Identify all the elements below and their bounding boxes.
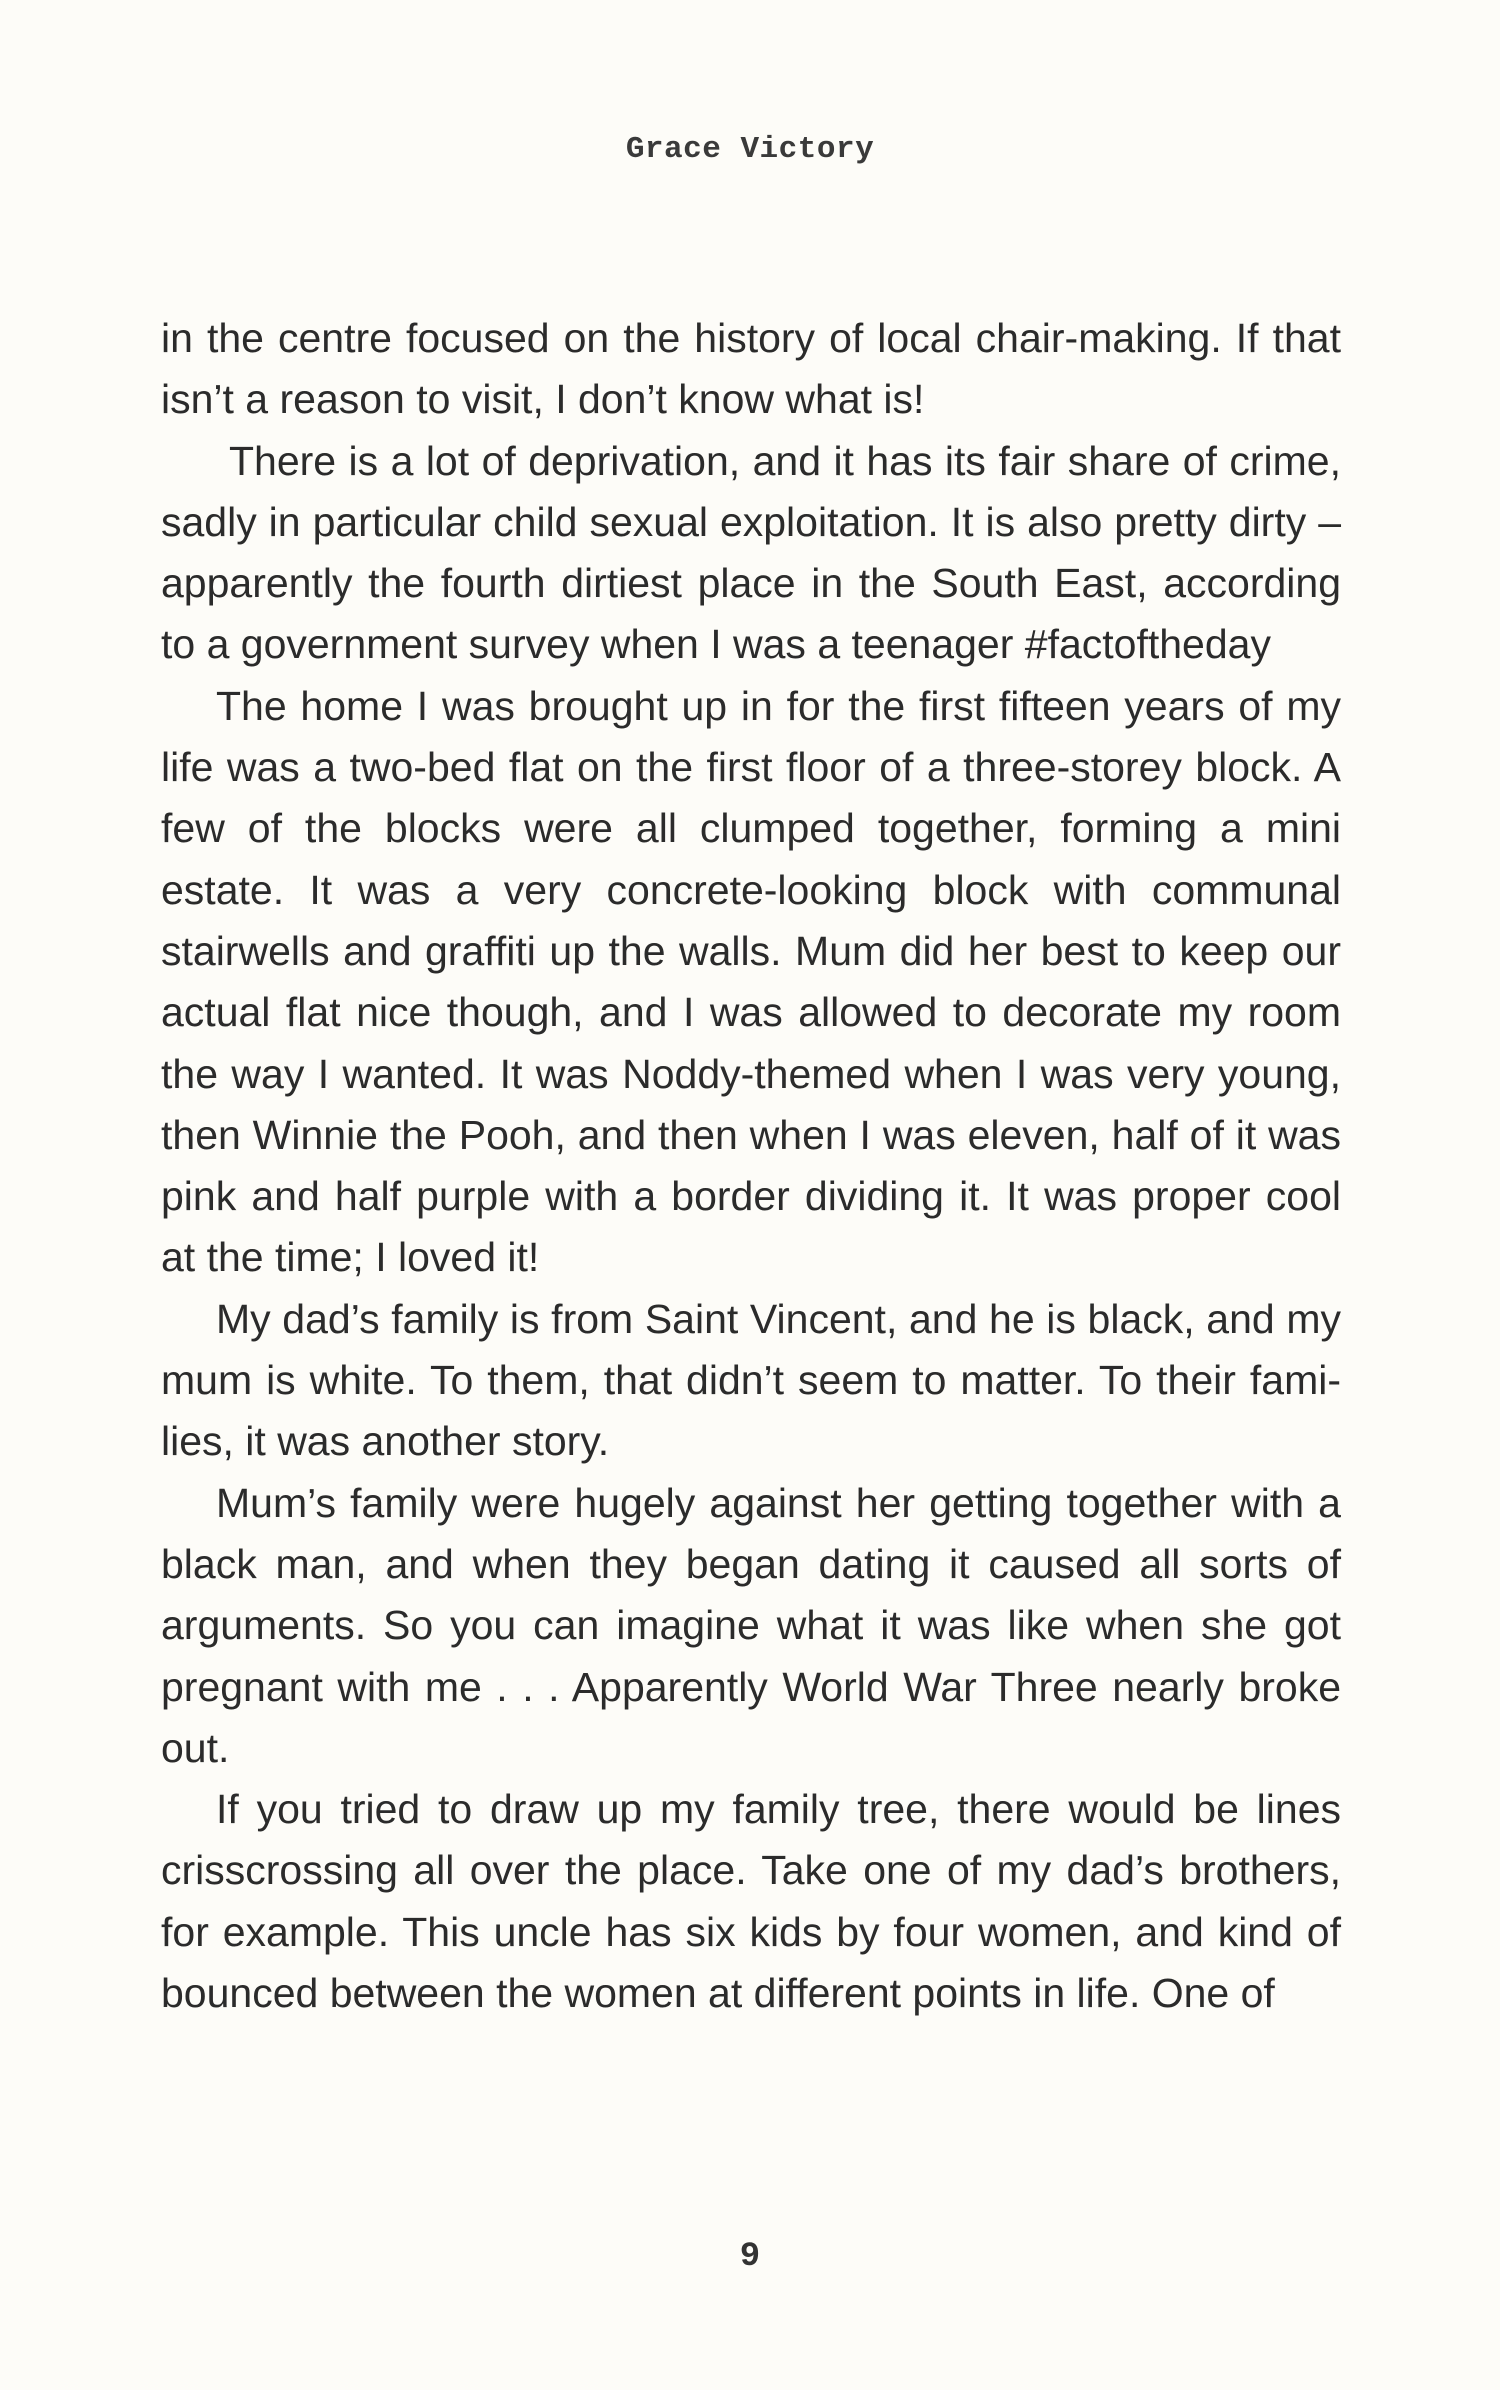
paragraph: Mum’s family were hugely against her getting together with a black man, and when they began dating it caused all sorts of arguments. So you can imagine what it was like when she got pregnant with me . . . Apparently World War Three nearly broke out. <box>161 1479 1341 1771</box>
paragraph: in the centre focused on the history of local chair-making. If that isn’t a reason to visit, I don’t know what is! <box>161 315 1341 423</box>
paragraph: There is a lot of deprivation, and it has its fair share of crime, sadly in particular child sexual exploitation. It is also pretty dirty – apparently the fourth dirtiest place in the South East, according to a government survey when I was a teenager #factoftheday <box>161 437 1341 668</box>
running-head: Grace Victory <box>625 132 875 167</box>
paragraph: If you tried to draw up my family tree, there would be lines crisscrossing all over the place. Take one of my dad’s brothers, for example. This uncle has six kids by four women, and kind of bounced between the women at different points in life. One of <box>161 1786 1341 2017</box>
paragraph: The home I was brought up in for the first fifteen years of my life was a two-bed flat on the first floor of a three-storey block. A few of the blocks were all clumped together, forming a mini estate. It was a very concrete-looking block with communal stairwells and graffiti up the walls. Mum did her best to keep our actual flat nice though, and I was allowed to decorate my room the way I wanted. It was Noddy-themed when I was very young, then Winnie the Pooh, and then when I was eleven, half of it was pink and half purple with a border dividing it. It was proper cool at the time; I loved it! <box>161 682 1341 1281</box>
paragraph: My dad’s family is from Saint Vincent, and he is black, and my mum is white. To them, that didn’t seem to matter. To their families, it was another story. <box>161 1295 1341 1465</box>
body-text <box>161 308 1341 2024</box>
page-number: 9 <box>739 2238 761 2276</box>
